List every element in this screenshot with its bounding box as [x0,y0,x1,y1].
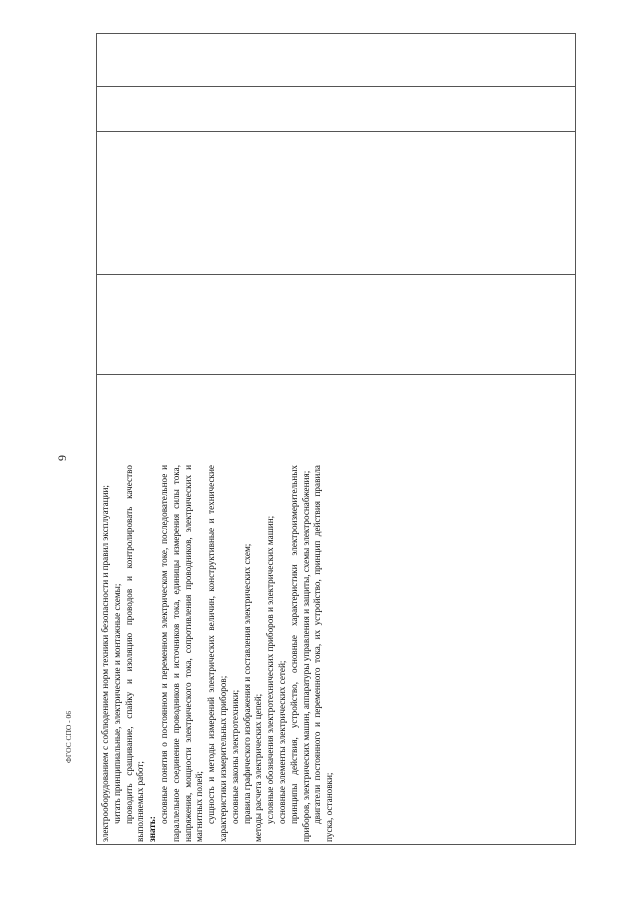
table-column-divider [97,374,575,375]
text-line: основные законы электротехники; [229,689,240,824]
document-code: ФГОС СПО - 06 [64,710,73,763]
competence-cell [96,461,568,845]
text-line: принципы действия, устройство, основные характеристики электроизмерительных приборов, электрических машин, аппаратуры управления и защиты, схемы электроснабжения; [288,465,311,842]
text-line: проводить сращивание, спайку и изоляцию проводов и контролировать качество выполняемых работ; [123,465,146,842]
page-number: 9 [55,455,69,461]
section-label-know: знать: [147,816,158,842]
text-line: двигатели постоянного и переменного тока, их устройство, принцип действия правила пуска, остановки; [312,465,335,842]
table-column-divider [97,131,575,132]
text-line: читать принципиальные, электрические и монтажные схемы; [111,583,122,824]
text-line: электрооборудованием с соблюдением норм техники безопасности и правил эксплуатации; [100,485,110,842]
text-line: основные элементы электрических сетей; [276,660,287,824]
text-line: методы расчета электрических цепей; [253,693,264,842]
text-line: сущность и методы измерений электрических величин, конструктивные и технические характеристики измерительных приборов; [206,465,228,842]
table-column-divider [97,86,575,87]
text-line: основные понятия о постоянном и переменном электрическом токе, последовательное и параллельное соединение проводников и источников тока, единицы измерения силы тока, напряжения, мощности электрического тока, сопротивления проводников, электрических и магнитных полей; [158,465,205,842]
table-column-divider [97,274,575,275]
text-line: условные обозначения электротехнических приборов и электрических машин; [265,515,276,824]
text-line: правила графического изображения и составления электрических схем; [241,543,252,824]
